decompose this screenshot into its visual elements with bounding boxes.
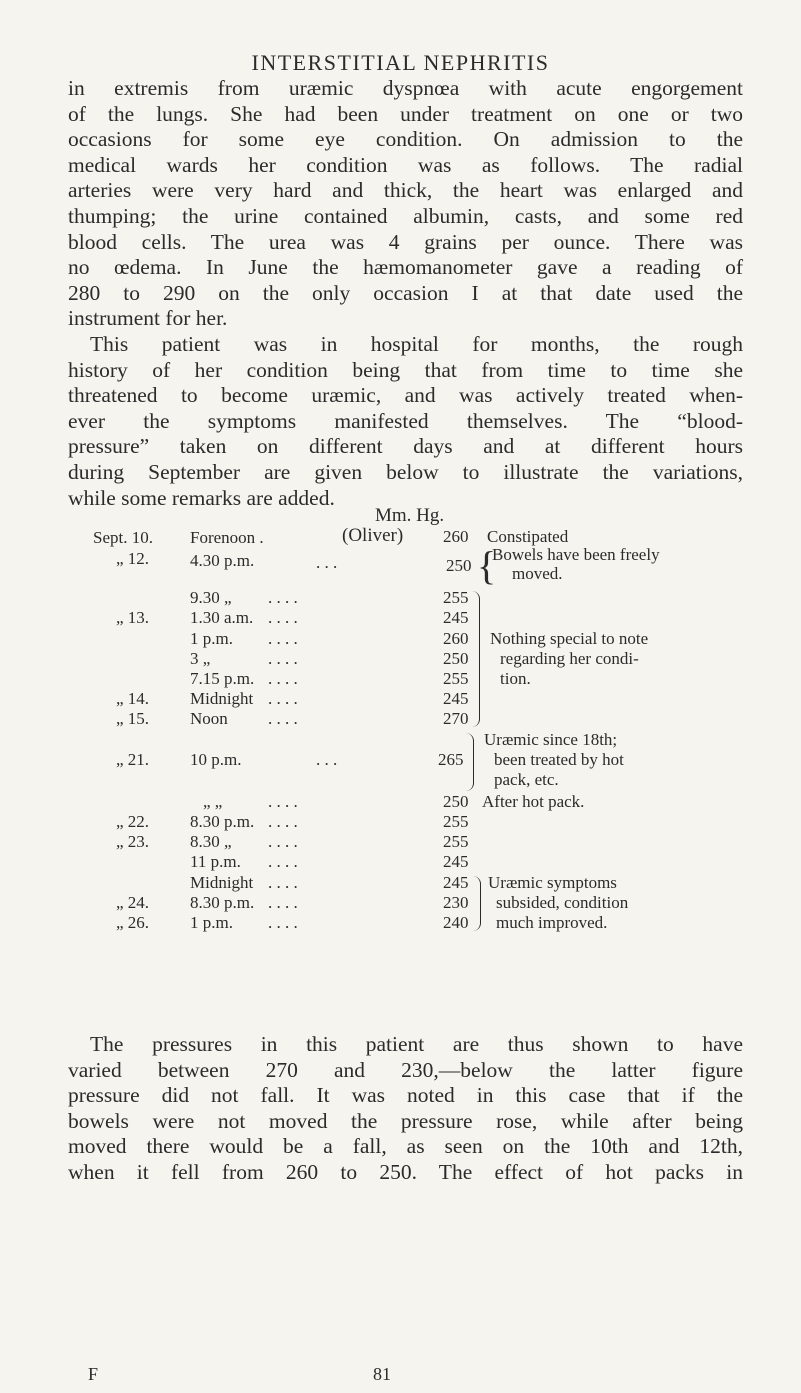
text-line: bowels were not moved the pressure rose, while after being: [68, 1108, 743, 1133]
row-time: 10 p.m.: [190, 750, 242, 769]
text-line: moved there would be a fall, as seen on the 10th and 12th,: [68, 1134, 743, 1159]
row-dots: . . . .: [268, 709, 298, 728]
row-time: „ „: [203, 792, 223, 811]
row-date: „ 23.: [116, 832, 150, 851]
row-time: 4.30 p.m.: [190, 551, 255, 570]
row-time: 9.30 „: [190, 588, 232, 607]
text-line: thumping; the urine contained albumin, casts, and some red: [68, 203, 743, 228]
row-time: 11 p.m.: [190, 852, 241, 871]
row-dots: . . .: [316, 553, 338, 572]
row-value: 245: [443, 873, 469, 892]
row-time: Midnight: [190, 689, 254, 708]
text-line: of the lungs. She had been under treatment on one or two: [68, 101, 743, 126]
row-time: 1 p.m.: [190, 629, 233, 648]
row-dots: . . .: [316, 750, 338, 769]
row-dots: . . . .: [268, 893, 298, 912]
row-value: 270: [443, 709, 469, 728]
row-value: 250: [443, 649, 469, 668]
running-head: INTERSTITIAL NEPHRITIS: [251, 50, 550, 75]
text-line: threatened to become uræmic, and was actively treated when-: [68, 383, 743, 408]
row-value: 240: [443, 913, 469, 932]
row-remark: much improved.: [496, 913, 608, 932]
brace: [472, 591, 480, 727]
row-time: 8.30 „: [190, 832, 232, 851]
text-line: no œdema. In June the hæmomanometer gave a reading of: [68, 255, 743, 280]
row-remark: moved.: [512, 564, 563, 583]
row-dots: . . . .: [268, 588, 298, 607]
row-remark: subsided, condition: [496, 893, 629, 912]
row-value: 245: [443, 852, 469, 871]
row-date: „ 13.: [116, 608, 150, 627]
row-date: „ 14.: [116, 689, 150, 708]
row-date: „ 26.: [116, 913, 150, 932]
row-dots: . . . .: [268, 832, 298, 851]
row-time: 7.15 p.m.: [190, 669, 255, 688]
signature-mark: F: [88, 1364, 99, 1384]
row-time: 8.30 p.m.: [190, 893, 255, 912]
text-line: history of her condition being that from time to time she: [68, 357, 743, 382]
row-remark: been treated by hot: [494, 750, 624, 769]
row-remark: Uræmic since 18th;: [484, 730, 618, 749]
row-time: Forenoon .: [190, 528, 264, 547]
row-dots: . . . .: [268, 852, 298, 871]
text-line: ever the symptoms manifested themselves. The “blood-: [68, 408, 743, 433]
row-remark: Bowels have been freely: [492, 545, 660, 564]
row-date: „ 21.: [116, 750, 150, 769]
text-line: during September are given below to illustrate the variations,: [68, 459, 743, 484]
row-value: 260: [443, 629, 469, 648]
brace: {: [477, 543, 497, 588]
row-value: 255: [443, 832, 469, 851]
row-dots: . . . .: [268, 689, 298, 708]
row-value: 250: [443, 792, 469, 811]
row-value: 255: [443, 669, 469, 688]
text-line: The pressures in this patient are thus shown to have: [90, 1032, 743, 1056]
row-time: Noon: [190, 709, 228, 728]
row-value: 245: [443, 608, 469, 627]
oliver-label: (Oliver): [342, 525, 404, 546]
row-time: 8.30 p.m.: [190, 812, 255, 831]
text-line: when it fell from 260 to 250. The effect of hot packs in: [68, 1159, 743, 1184]
text-line: in extremis from uræmic dyspnœa with acute engorgement: [68, 76, 743, 100]
text-line: This patient was in hospital for months, the rough: [90, 331, 743, 356]
row-dots: . . . .: [268, 629, 298, 648]
row-remark: pack, etc.: [494, 770, 559, 789]
row-remark: tion.: [500, 669, 531, 688]
text-line: occasions for some eye condition. On admission to the: [68, 127, 743, 152]
row-dots: . . . .: [268, 913, 298, 932]
text-line: medical wards her condition was as follows. The radial: [68, 152, 743, 177]
row-time: 3 „: [190, 649, 211, 668]
row-value: 245: [443, 689, 469, 708]
row-remark: regarding her condi-: [500, 649, 639, 668]
text-line: arteries were very hard and thick, the heart was enlarged and: [68, 178, 743, 203]
row-date: „ 12.: [116, 549, 150, 568]
paragraph-2: [68, 1032, 743, 1186]
row-dots: . . . .: [268, 608, 298, 627]
row-dots: . . . .: [268, 812, 298, 831]
row-time: 1 p.m.: [190, 913, 233, 932]
row-dots: . . . .: [268, 792, 298, 811]
row-dots: . . . .: [268, 649, 298, 668]
row-time: Midnight: [190, 873, 254, 892]
row-dots: . . . .: [268, 873, 298, 892]
row-date: Sept. 10.: [93, 528, 153, 547]
brace: [466, 733, 474, 791]
text-line: while some remarks are added.: [68, 485, 335, 510]
row-dots: . . . .: [268, 669, 298, 688]
row-value: 250: [446, 556, 472, 575]
row-remark: After hot pack.: [482, 792, 585, 811]
brace: [473, 876, 481, 931]
row-remark: Constipated: [487, 527, 569, 546]
row-remark: Nothing special to note: [490, 629, 649, 648]
row-value: 230: [443, 893, 469, 912]
text-line: pressure” taken on different days and at different hours: [68, 434, 743, 459]
row-value: 265: [438, 750, 464, 769]
row-value: 255: [443, 588, 469, 607]
units-header: Mm. Hg.: [375, 505, 445, 526]
row-date: „ 24.: [116, 893, 150, 912]
row-date: „ 15.: [116, 709, 150, 728]
row-remark: Uræmic symptoms: [488, 873, 617, 892]
row-value: 255: [443, 812, 469, 831]
text-line: instrument for her.: [68, 306, 228, 331]
text-line: pressure did not fall. It was noted in this case that if the: [68, 1083, 743, 1108]
row-time: 1.30 a.m.: [190, 608, 254, 627]
text-line: 280 to 290 on the only occasion I at that date used the: [68, 280, 743, 305]
row-date: „ 22.: [116, 812, 150, 831]
row-value: 260: [443, 527, 469, 546]
page-number: 81: [373, 1364, 391, 1384]
text-line: blood cells. The urea was 4 grains per ounce. There was: [68, 229, 743, 254]
text-line: varied between 270 and 230,—below the latter figure: [68, 1057, 743, 1082]
